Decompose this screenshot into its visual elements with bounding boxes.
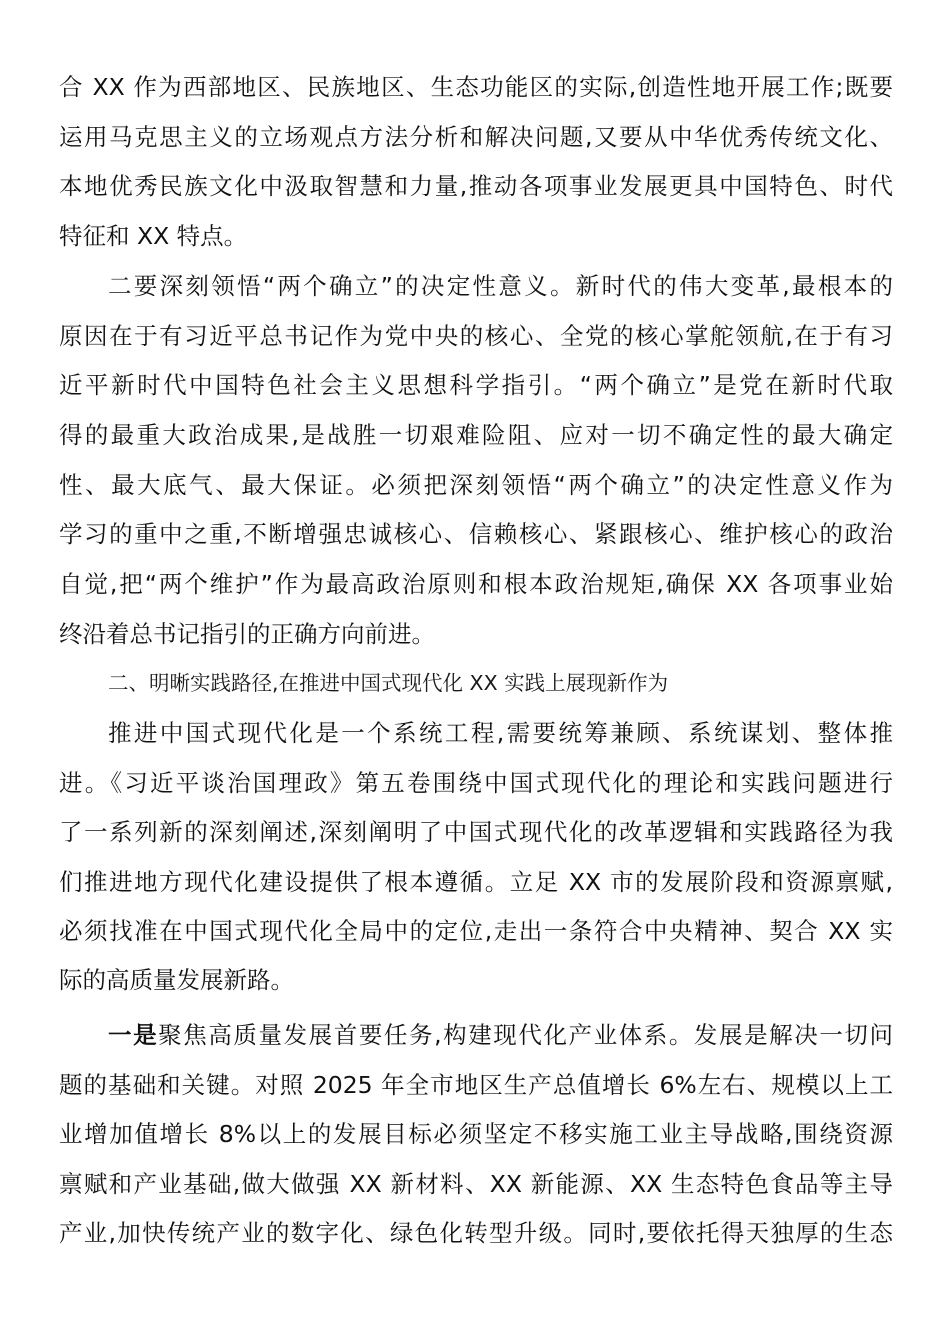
text-segment: 聚焦高质量发展首要任务,构建现代化产业体系。发展是解决一切问 <box>158 1021 893 1049</box>
text-line: 产业,加快传统产业的数字化、绿色化转型升级。同时,要依托得天独厚的生态 <box>59 1219 893 1247</box>
text-line: 性、最大底气、最大保证。必须把深刻领悟“两个确立”的决定性意义作为 <box>59 471 893 499</box>
text-line: 进。《习近平谈治国理政》第五卷围绕中国式现代化的理论和实践问题进行 <box>59 769 893 797</box>
section-heading: 二、明晰实践路径,在推进中国式现代化 XX 实践上展现新作为 <box>108 671 669 695</box>
text-line: 得的最重大政治成果,是战胜一切艰难险阻、应对一切不确定性的最大确定 <box>59 421 893 449</box>
text-line: 二要深刻领悟“两个确立”的决定性意义。新时代的伟大变革,最根本的 <box>108 272 893 300</box>
text-line: 禀赋和产业基础,做大做强 XX 新材料、XX 新能源、XX 生态特色食品等主导 <box>59 1170 893 1198</box>
text-line <box>108 1015 893 1055</box>
text-line: 自觉,把“两个维护”作为最高政治原则和根本政治规矩,确保 XX 各项事业始 <box>59 570 893 598</box>
text-line: 近平新时代中国特色社会主义思想科学指引。“两个确立”是党在新时代取 <box>59 371 893 399</box>
text-line: 业增加值增长 8%以上的发展目标必须坚定不移实施工业主导战略,围绕资源 <box>59 1120 893 1148</box>
text-line: 推进中国式现代化是一个系统工程,需要统筹兼顾、系统谋划、整体推 <box>108 719 893 747</box>
text-line: 合 XX 作为西部地区、民族地区、生态功能区的实际,创造性地开展工作;既要 <box>59 73 893 101</box>
bold-lead: 一是 <box>108 1021 159 1049</box>
text-line: 题的基础和关键。对照 2025 年全市地区生产总值增长 6%左右、规模以上工 <box>59 1071 893 1099</box>
text-line: 本地优秀民族文化中汲取智慧和力量,推动各项事业发展更具中国特色、时代 <box>59 172 893 200</box>
text-line: 际的高质量发展新路。 <box>59 966 294 994</box>
text-line: 学习的重中之重,不断增强忠诚核心、信赖核心、紧跟核心、维护核心的政治 <box>59 520 893 548</box>
text-line: 特征和 XX 特点。 <box>59 222 248 250</box>
text-line: 运用马克思主义的立场观点方法分析和解决问题,又要从中华优秀传统文化、 <box>59 123 893 151</box>
text-line: 们推进地方现代化建设提供了根本遵循。立足 XX 市的发展阶段和资源禀赋, <box>59 868 893 896</box>
text-line: 终沿着总书记指引的正确方向前进。 <box>59 620 435 648</box>
text-line: 了一系列新的深刻阐述,深刻阐明了中国式现代化的改革逻辑和实践路径为我 <box>59 818 893 846</box>
text-line: 必须找准在中国式现代化全局中的定位,走出一条符合中央精神、契合 XX 实 <box>59 917 893 945</box>
text-line: 原因在于有习近平总书记作为党中央的核心、全党的核心掌舵领航,在于有习 <box>59 322 893 350</box>
